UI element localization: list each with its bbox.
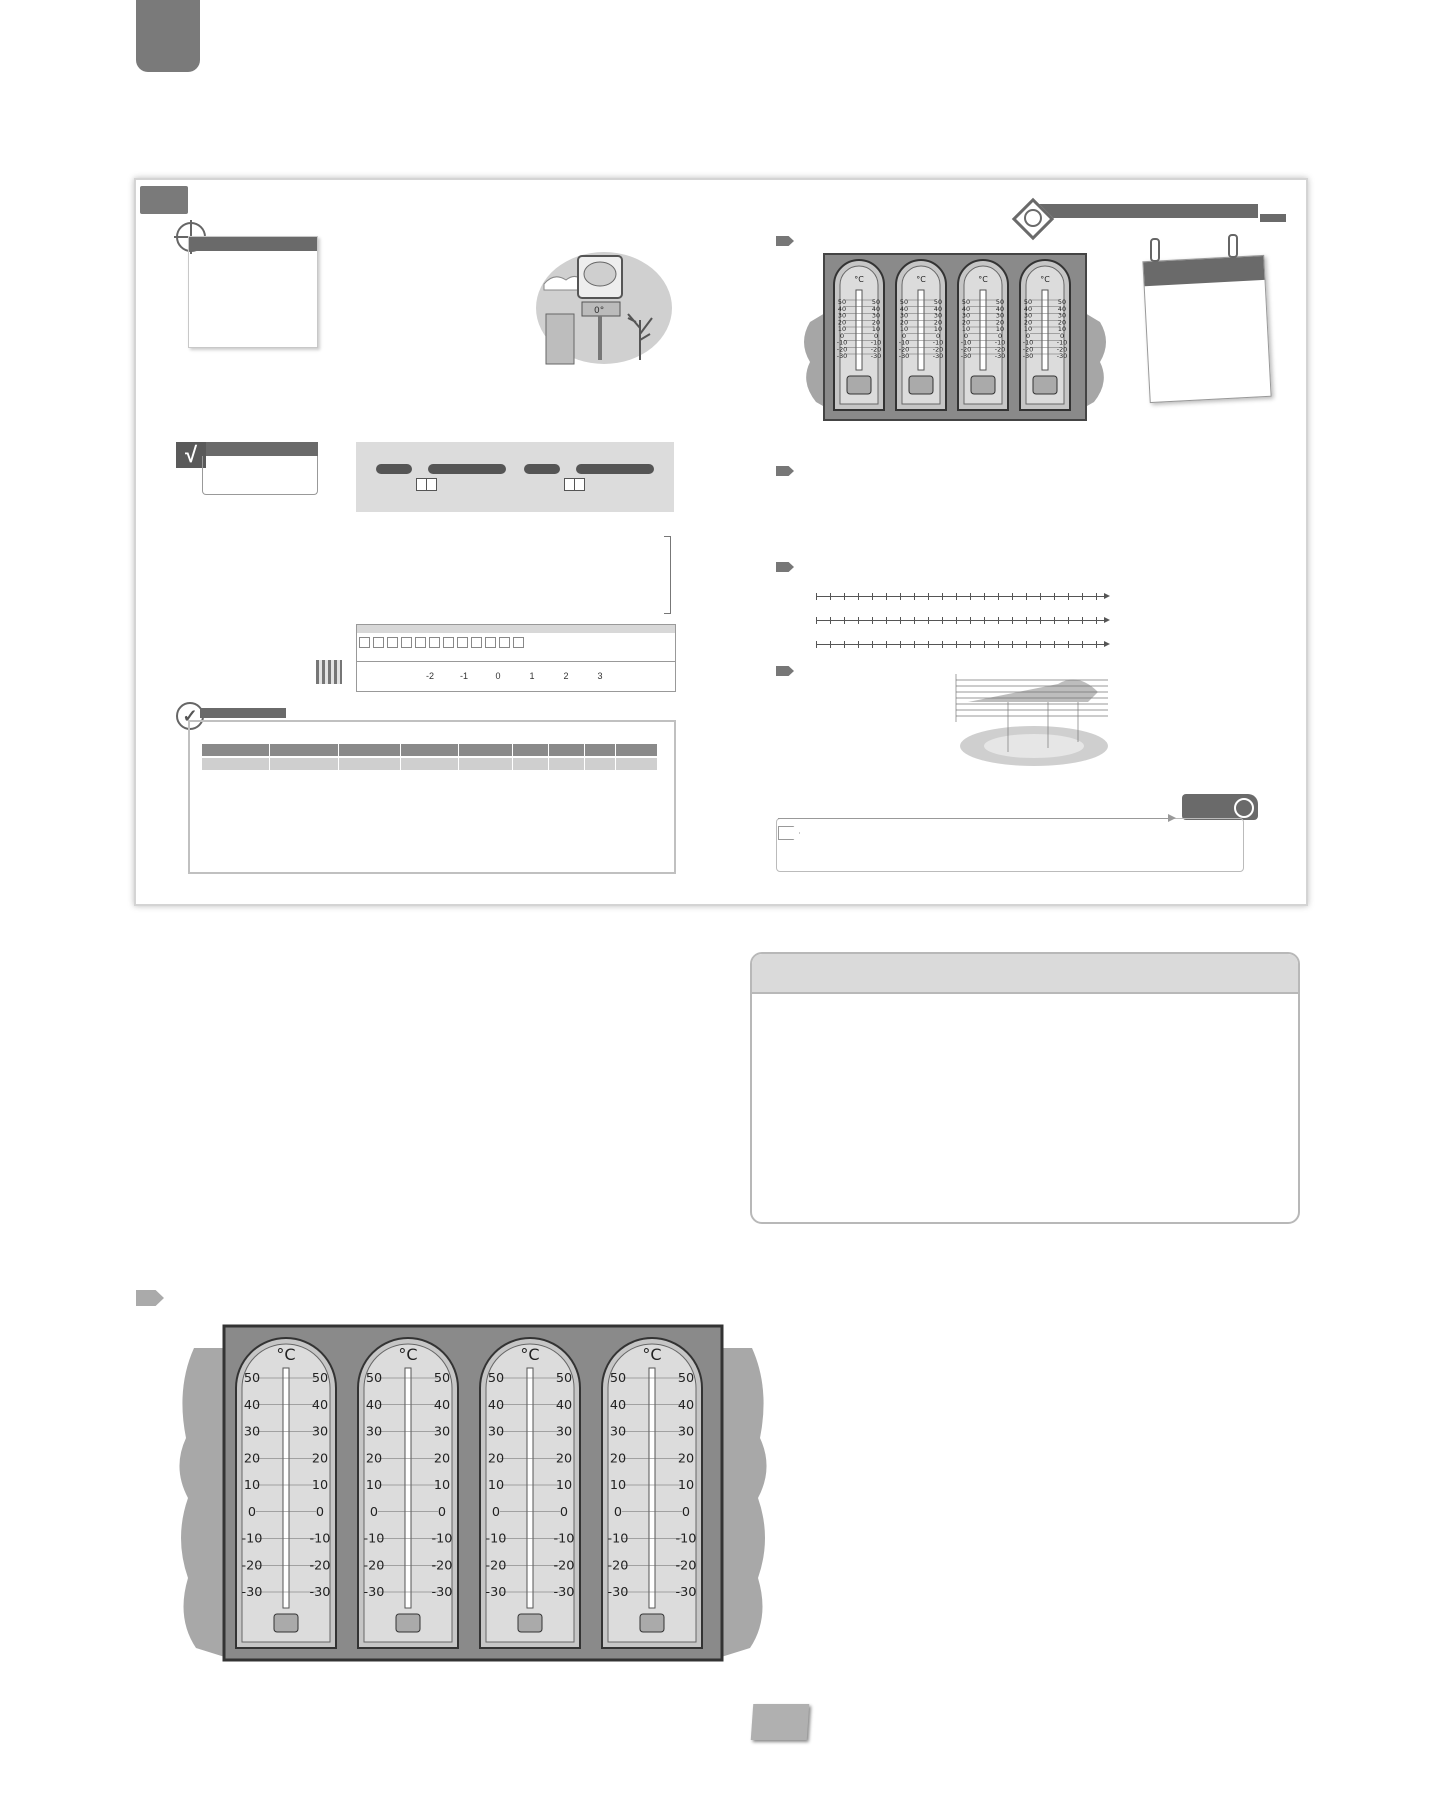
thermometer-scale-label: -10 (870, 338, 882, 347)
thermometer-scale-label: 30 (365, 1424, 383, 1440)
thermometer-scale-label: 50 (871, 298, 881, 306)
large-thermometer-board (178, 1324, 768, 1666)
thermometer-scale-label: 10 (1023, 325, 1033, 333)
thermometer-scale-label: 0 (681, 1504, 691, 1520)
calendar-page (1142, 255, 1271, 403)
thermometer-unit-label: °C (978, 275, 988, 284)
term-pill (576, 464, 654, 474)
thermometer-scale-label: 50 (1023, 298, 1033, 306)
thermometer-scale-label: -10 (1022, 338, 1034, 347)
thermometer-scale-label: -20 (932, 345, 944, 354)
number-line (816, 644, 1106, 645)
thermometer-scale-label: -10 (960, 338, 972, 347)
thermometer-scale-label: -10 (675, 1531, 697, 1547)
svg-text:0°: 0° (594, 306, 605, 316)
thermometer-scale-label: 10 (995, 325, 1005, 333)
thermometer-scale-label: 10 (961, 325, 971, 333)
thermometer-scale-label: 40 (871, 304, 881, 313)
thermometer-scale-label: -30 (994, 352, 1006, 360)
note-box (776, 818, 1244, 872)
thermometer-scale-label: 0 (901, 331, 907, 340)
chapter-tab (136, 0, 200, 72)
thermometer-scale-label: -10 (553, 1531, 575, 1547)
thermometer-scale-label: -10 (836, 338, 848, 347)
number-line-labels (413, 671, 617, 681)
side-bracket (664, 536, 671, 614)
thermometer-scale-label: 10 (899, 325, 909, 333)
thermometer-scale-label: 20 (871, 318, 881, 327)
term-pill (524, 464, 560, 474)
tool-icon (359, 637, 370, 648)
thermometer-scale-label: 30 (995, 311, 1005, 320)
thermometer-scale-label: -20 (431, 1558, 453, 1574)
number-line-label: -1 (459, 671, 468, 681)
thermometer-scale-label: 40 (1023, 304, 1033, 313)
search-globe-icon (1234, 798, 1254, 818)
thermometer-scale-label: 40 (1057, 304, 1067, 313)
number-line-label: 3 (597, 671, 603, 681)
cycle-icon-ring (1024, 209, 1042, 227)
thermometer-scale-label: 10 (555, 1478, 573, 1493)
thermometer-scale-label: 10 (609, 1478, 627, 1493)
thermometer-scale-label: 20 (487, 1451, 505, 1467)
thermometer-unit-label: °C (520, 1345, 540, 1364)
thermometer-scale-label: 0 (963, 331, 969, 340)
thermometer-scale-label: 50 (365, 1371, 383, 1386)
thermometer-scale-label: -10 (994, 338, 1006, 347)
thermometer-scale-label: 0 (1059, 331, 1065, 340)
thermometer-scale-label: -10 (898, 338, 910, 347)
thermometer-scale-label: 20 (555, 1451, 573, 1467)
thermometer-unit-label: °C (642, 1345, 662, 1364)
number-line (816, 620, 1106, 621)
thermometer-scale-label: 10 (871, 325, 881, 333)
thermometer-scale-label: -10 (363, 1531, 385, 1547)
thermometer-scale-label: -10 (309, 1531, 331, 1547)
thermometer (896, 260, 946, 410)
thermometer-scale-label: -20 (675, 1558, 697, 1574)
thermometer-scale-label: -20 (1022, 345, 1034, 354)
thermometer-scale-label: 50 (995, 298, 1005, 306)
thermometer-scale-label: 50 (933, 298, 943, 306)
thermometer-scale-label: 20 (311, 1451, 329, 1467)
thermometer-scale-label: -30 (1022, 352, 1034, 360)
thermometer-scale-label: 10 (433, 1478, 451, 1493)
thermometer (480, 1338, 580, 1648)
thermometer-scale-label: 30 (555, 1424, 573, 1440)
thermometer-scale-label: 50 (487, 1371, 505, 1386)
tool-icon (401, 637, 412, 648)
thermometer-scale-label: -30 (431, 1585, 453, 1600)
thermometer-scale-label: -20 (485, 1558, 507, 1574)
thermometer-scale-label: -30 (960, 352, 972, 360)
thermometer (358, 1338, 458, 1648)
term-pill (428, 464, 506, 474)
thermometer-scale-label: 40 (243, 1397, 261, 1413)
thermometer-scale-label: -20 (870, 345, 882, 354)
thermometer-scale-label: 30 (609, 1424, 627, 1440)
thermometer-scale-label: 40 (677, 1397, 695, 1413)
thermometer-scale-label: -30 (485, 1585, 507, 1600)
thermometer-scale-label: -20 (898, 345, 910, 354)
thermometer (602, 1338, 702, 1648)
thermometer-unit-label: °C (276, 1345, 296, 1364)
tool-icon (457, 637, 468, 648)
number-line-label: 2 (563, 671, 569, 681)
thermometer-scale-label: 50 (311, 1371, 329, 1386)
thermometer-scale-label: 30 (961, 311, 971, 320)
thermometer-scale-label: 0 (935, 331, 941, 340)
thermometer (236, 1338, 336, 1648)
thermometer-scale-label: 50 (961, 298, 971, 306)
thermometer-scale-label: -30 (1056, 352, 1068, 360)
qr-code[interactable] (316, 660, 342, 684)
thermometer-unit-label: °C (916, 275, 926, 284)
thermometer-scale-label: -20 (960, 345, 972, 354)
note-arrowhead (1168, 814, 1176, 822)
thermometer-scale-label: 40 (487, 1397, 505, 1413)
assessment-table-header (202, 744, 658, 756)
thermometer-scale-label: 0 (247, 1504, 257, 1520)
thermometer-scale-label: 40 (899, 304, 909, 313)
thermometer-scale-label: -20 (836, 345, 848, 354)
thermometer-scale-label: 0 (437, 1504, 447, 1520)
number-box (574, 478, 585, 491)
number-line-label: 0 (495, 671, 501, 681)
side-note-box (750, 952, 1300, 1224)
page-number-corner (751, 1704, 810, 1740)
sqrt-icon: √ (176, 442, 206, 468)
thermometer-scale-label: 20 (609, 1451, 627, 1467)
tool-icon (429, 637, 440, 648)
check-icon: ✓ (176, 702, 204, 730)
thermometer-scale-label: 40 (311, 1397, 329, 1413)
thermometer-scale-label: 40 (433, 1397, 451, 1413)
assessment-table-row (202, 758, 658, 770)
thermometer-scale-label: 10 (487, 1478, 505, 1493)
thermometer-scale-label: 30 (899, 311, 909, 320)
thermometer-scale-label: 30 (433, 1424, 451, 1440)
thermometer-scale-label: 20 (243, 1451, 261, 1467)
thermometer-scale-label: 0 (997, 331, 1003, 340)
thermometer-scale-label: 30 (1023, 311, 1033, 320)
thermometer-scale-label: -10 (932, 338, 944, 347)
thermometer (834, 260, 884, 410)
thermometer-scale-label: 10 (837, 325, 847, 333)
thermometer-scale-label: 10 (311, 1478, 329, 1493)
thermometer-scale-label: 40 (365, 1397, 383, 1413)
thermometer-scale-label: 20 (837, 318, 847, 327)
tool-icon (471, 637, 482, 648)
thermometer-scale-label: 40 (933, 304, 943, 313)
tool-icon (513, 637, 524, 648)
tool-icon (373, 637, 384, 648)
thermometer-scale-label: 0 (1025, 331, 1031, 340)
thermometer-scale-label: -10 (431, 1531, 453, 1547)
geometry-software-window (356, 624, 676, 692)
thermometer-scale-label: 50 (433, 1371, 451, 1386)
thermometer-scale-label: -30 (241, 1585, 263, 1600)
thermometer-scale-label: -30 (932, 352, 944, 360)
thermometer-scale-label: -10 (1056, 338, 1068, 347)
prior-knowledge-box (202, 456, 318, 495)
thermometer-scale-label: 0 (873, 331, 879, 340)
number-line-label: 1 (529, 671, 535, 681)
thermometer-scale-label: -20 (553, 1558, 575, 1574)
thermometer-scale-label: 10 (1057, 325, 1067, 333)
notation-strip (356, 442, 674, 512)
thermometer-scale-label: -30 (870, 352, 882, 360)
thermometer-scale-label: 30 (1057, 311, 1067, 320)
thermometer-scale-label: -30 (898, 352, 910, 360)
street-thermometer-illustration (536, 248, 672, 368)
thermometer-scale-label: 0 (559, 1504, 569, 1520)
thermometer-scale-label: -30 (553, 1585, 575, 1600)
tool-icon (387, 637, 398, 648)
thermometer-scale-label: 30 (311, 1424, 329, 1440)
thermometer-scale-label: -20 (994, 345, 1006, 354)
term-pill (376, 464, 412, 474)
side-note-header (752, 954, 1298, 994)
thermometer-scale-label: 20 (433, 1451, 451, 1467)
thermometer-scale-label: 10 (243, 1478, 261, 1493)
thermometer-scale-label: 50 (1057, 298, 1067, 306)
thermometer-scale-label: 50 (837, 298, 847, 306)
thermometer-scale-label: -10 (485, 1531, 507, 1547)
thermometer-scale-label: -30 (309, 1585, 331, 1600)
calendar-ring (1228, 234, 1238, 258)
panel-page-tab (140, 186, 188, 214)
thermometer-scale-label: 20 (899, 318, 909, 327)
thermometer-scale-label: -10 (607, 1531, 629, 1547)
thermometer-scale-label: 30 (933, 311, 943, 320)
thermometer-unit-label: °C (854, 275, 864, 284)
assessment-bar (200, 708, 286, 718)
thermometer-scale-label: 0 (491, 1504, 501, 1520)
thermometer (1020, 260, 1070, 410)
tool-icon (415, 637, 426, 648)
thermometer-unit-label: °C (398, 1345, 418, 1364)
thermometer-scale-label: 10 (365, 1478, 383, 1493)
thermometer-scale-label: -30 (363, 1585, 385, 1600)
thermometer (958, 260, 1008, 410)
number-line (816, 596, 1106, 597)
note-arrow (778, 818, 1170, 819)
pointer-tag-icon (136, 1290, 164, 1306)
thermometer-scale-label: 30 (871, 311, 881, 320)
thermometer-scale-label: 0 (613, 1504, 623, 1520)
thermometer-scale-label: 30 (243, 1424, 261, 1440)
thermometer-unit-label: °C (1040, 275, 1050, 284)
thermometer-scale-label: 0 (839, 331, 845, 340)
calendar-ring (1150, 238, 1160, 262)
thermometer-scale-label: 0 (369, 1504, 379, 1520)
building-elevation-figure (948, 672, 1114, 768)
thermometer-scale-label: 20 (677, 1451, 695, 1467)
thermometer-scale-label: -10 (241, 1531, 263, 1547)
thermometer-scale-label: -30 (836, 352, 848, 360)
thermometer-scale-label: 40 (995, 304, 1005, 313)
thermometer-scale-label: 40 (961, 304, 971, 313)
thermometer-scale-label: 20 (1023, 318, 1033, 327)
thermometer-scale-label: -20 (363, 1558, 385, 1574)
thermometer-scale-label: 20 (961, 318, 971, 327)
thermometer-scale-label: 30 (487, 1424, 505, 1440)
small-thermometer-board (800, 252, 1112, 424)
objectives-box (188, 236, 318, 348)
thermometer-scale-label: 0 (315, 1504, 325, 1520)
thermometer-scale-label: 10 (933, 325, 943, 333)
section-ribbon (1030, 204, 1258, 218)
thermometer-scale-label: 20 (1057, 318, 1067, 327)
ribbon-tail (1260, 214, 1286, 222)
thermometer-scale-label: -20 (241, 1558, 263, 1574)
thermometer-scale-label: 50 (677, 1371, 695, 1386)
thermometer-scale-label: -20 (1056, 345, 1068, 354)
number-line-label: -2 (425, 671, 434, 681)
thermometer-scale-label: 40 (609, 1397, 627, 1413)
thermometer-scale-label: 30 (837, 311, 847, 320)
thermometer-scale-label: -20 (309, 1558, 331, 1574)
thermometer-scale-label: 30 (677, 1424, 695, 1440)
thermometer-scale-label: 10 (677, 1478, 695, 1493)
thermometer-scale-label: 20 (995, 318, 1005, 327)
thermometer-scale-label: 50 (243, 1371, 261, 1386)
thermometer-scale-label: -30 (675, 1585, 697, 1600)
prior-knowledge-bar (206, 442, 318, 456)
tool-icon (499, 637, 510, 648)
thermometer-scale-label: 50 (555, 1371, 573, 1386)
thermometer-scale-label: -20 (607, 1558, 629, 1574)
tool-icon (485, 637, 496, 648)
tool-icon (443, 637, 454, 648)
thermometer-scale-label: 20 (933, 318, 943, 327)
thermometer-scale-label: 50 (899, 298, 909, 306)
thermometer-scale-label: -30 (607, 1585, 629, 1600)
number-box (426, 478, 437, 491)
thermometer-scale-label: 50 (609, 1371, 627, 1386)
thermometer-scale-label: 20 (365, 1451, 383, 1467)
thermometer-scale-label: 40 (555, 1397, 573, 1413)
thermometer-scale-label: 40 (837, 304, 847, 313)
